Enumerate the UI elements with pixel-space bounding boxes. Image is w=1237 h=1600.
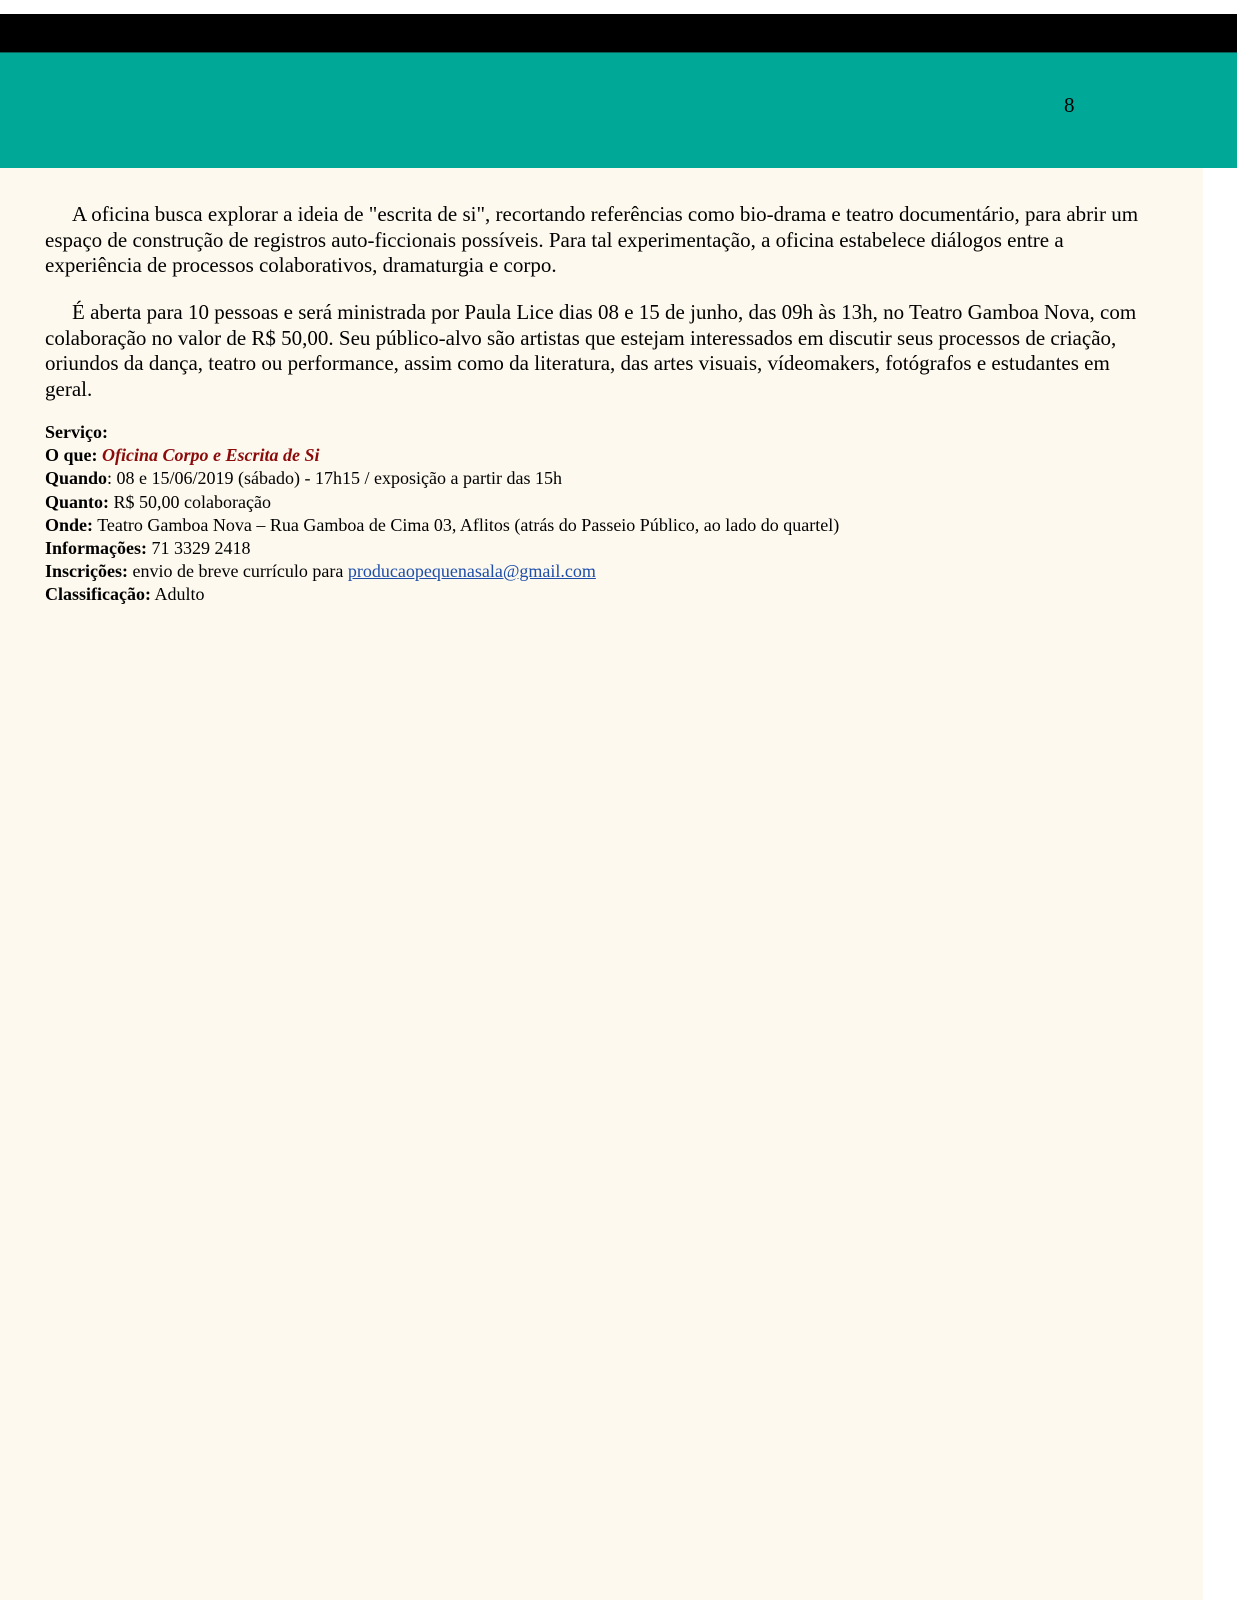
service-rating-row: [45, 583, 1160, 606]
header-black-band: [0, 14, 1237, 52]
service-price-label: Quanto:: [45, 491, 110, 512]
service-signup-label: Inscrições:: [45, 561, 128, 582]
paragraph-intro: [45, 202, 1160, 279]
paragraph-intro-text: A oficina busca explorar a ideia de "escrita de si", recortando referências como bio-drama e teatro documentário, para abrir um espaço de construção de registros auto-ficcionais possíveis. Para tal experimentação, a oficina estabelece diálogos entre a experiência de processos colaborativos, dramaturgia e corpo.: [45, 202, 1139, 277]
signup-email-link[interactable]: producaopequenasala@gmail.com: [347, 561, 596, 582]
service-what-label: O que:: [45, 445, 98, 466]
service-where-row: [45, 514, 1160, 537]
service-info-value: 71 3329 2418: [146, 538, 251, 559]
workshop-title: Oficina Corpo e Escrita de Si: [102, 445, 320, 466]
service-info-label: Informações:: [45, 538, 147, 559]
page-number: 8: [1064, 93, 1075, 117]
service-where-label: Onde:: [45, 514, 94, 535]
service-when-value: : 08 e 15/06/2019 (sábado) - 17h15 / exposição a partir das 15h: [107, 468, 562, 489]
service-rating-value: Adulto: [150, 584, 205, 605]
service-when-label: Quando: [45, 468, 108, 489]
header-teal-band: [0, 52, 1237, 168]
page-top-margin: [0, 0, 1237, 14]
service-rating-label: Classificação:: [45, 584, 151, 605]
service-info-row: [45, 537, 1160, 560]
service-info-block: [45, 421, 1160, 607]
service-when-row: [45, 467, 1160, 490]
service-price-row: [45, 491, 1160, 514]
paragraph-details: [45, 300, 1160, 402]
service-price-value: R$ 50,00 colaboração: [109, 491, 271, 512]
paragraph-details-text: É aberta para 10 pessoas e será ministrada por Paula Lice dias 08 e 15 de junho, das 09h às 13h, no Teatro Gamboa Nova, com colaboração no valor de R$ 50,00. Seu público-alvo são artistas que estejam interessados em discutir seus processos de criação, oriundos da dança, teatro ou performance, assim como da literatura, das artes visuais, vídeomakers, fotógrafos e estudantes em geral.: [45, 300, 1137, 401]
service-heading-row: [45, 421, 1160, 444]
service-what-row: [45, 444, 1160, 467]
service-signup-row: [45, 560, 1160, 583]
service-where-value: Teatro Gamboa Nova – Rua Gamboa de Cima 03, Aflitos (atrás do Passeio Público, ao lado do quartel): [93, 514, 840, 535]
service-signup-value: envio de breve currículo para: [127, 561, 348, 582]
service-heading: Serviço:: [45, 422, 108, 442]
